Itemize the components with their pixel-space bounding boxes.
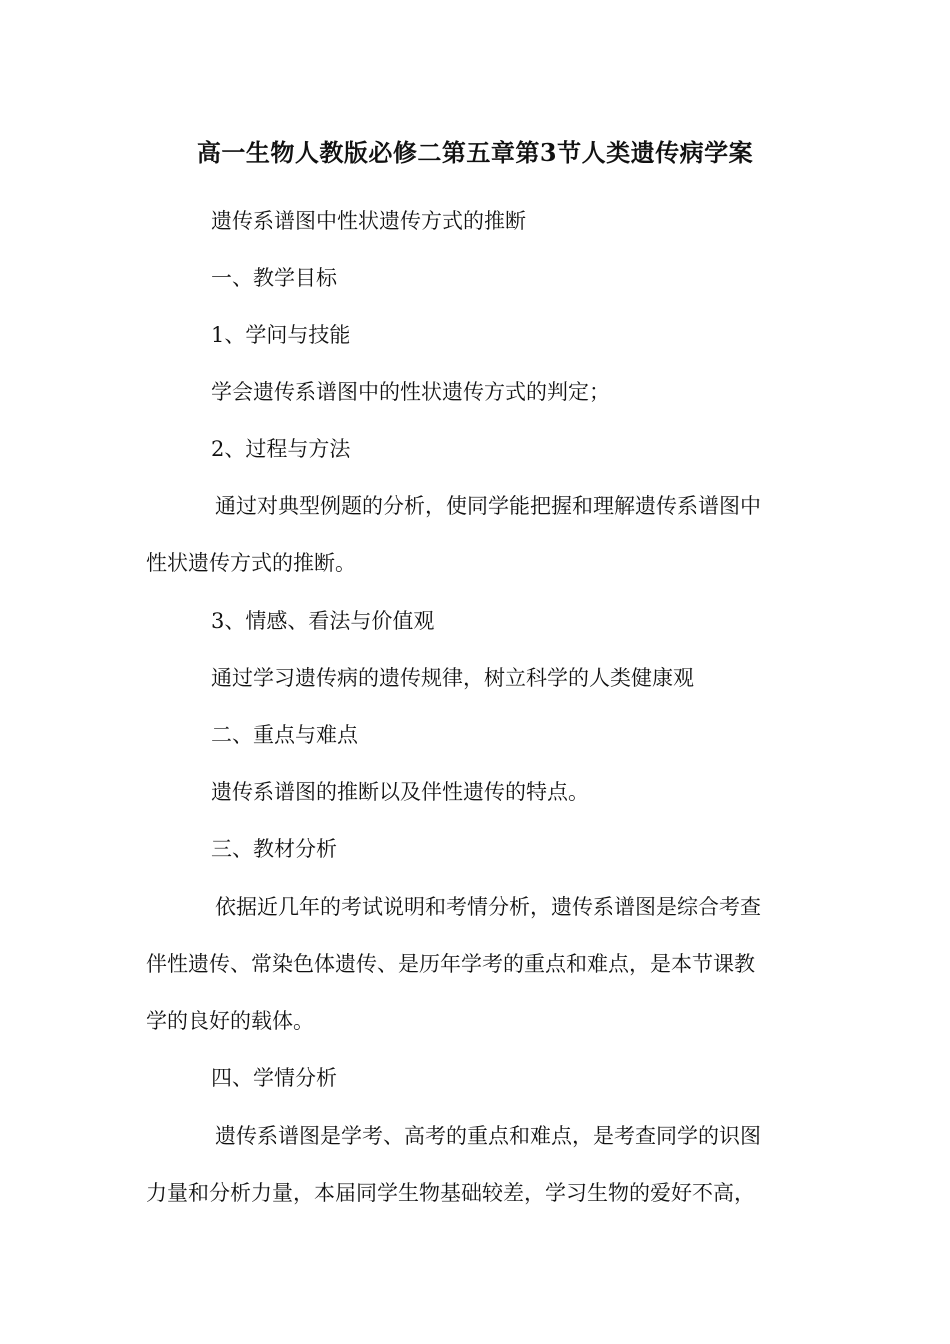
- subsection-heading: 3、情感、看法与价值观: [211, 609, 435, 633]
- section-heading: 遗传系谱图中性状遗传方式的推断: [211, 209, 526, 233]
- section-heading: 四、学情分析: [211, 1066, 337, 1090]
- paragraph-text: 通过对典型例题的分析，使同学能把握和理解遗传系谱图中: [215, 494, 761, 518]
- paragraph-text: 依据近几年的考试说明和考情分析，遗传系谱图是综合考查: [215, 895, 761, 919]
- subsection-heading: 2、过程与方法: [211, 437, 351, 461]
- section-heading: 二、重点与难点: [211, 723, 358, 747]
- paragraph-text: 遗传系谱图的推断以及伴性遗传的特点。: [211, 780, 589, 804]
- section-heading: 一、教学目标: [211, 266, 337, 290]
- paragraph-text-continued: 伴性遗传、常染色体遗传、是历年学考的重点和难点，是本节课教: [146, 952, 755, 976]
- paragraph-text: 通过学习遗传病的遗传规律，树立科学的人类健康观: [211, 666, 694, 690]
- subsection-heading: 1、学问与技能: [211, 323, 351, 347]
- paragraph-text-continued: 学的良好的载体。: [146, 1009, 314, 1033]
- section-heading: 三、教材分析: [211, 837, 337, 861]
- paragraph-text-continued: 力量和分析力量，本届同学生物基础较差，学习生物的爱好不高，: [146, 1181, 755, 1205]
- paragraph-text: 遗传系谱图是学考、高考的重点和难点，是考查同学的识图: [215, 1124, 761, 1148]
- paragraph-text-continued: 性状遗传方式的推断。: [146, 551, 356, 575]
- paragraph-text: 学会遗传系谱图中的性状遗传方式的判定；: [211, 380, 610, 404]
- document-title: 高一生物人教版必修二第五章第3节人类遗传病学案: [196, 138, 754, 167]
